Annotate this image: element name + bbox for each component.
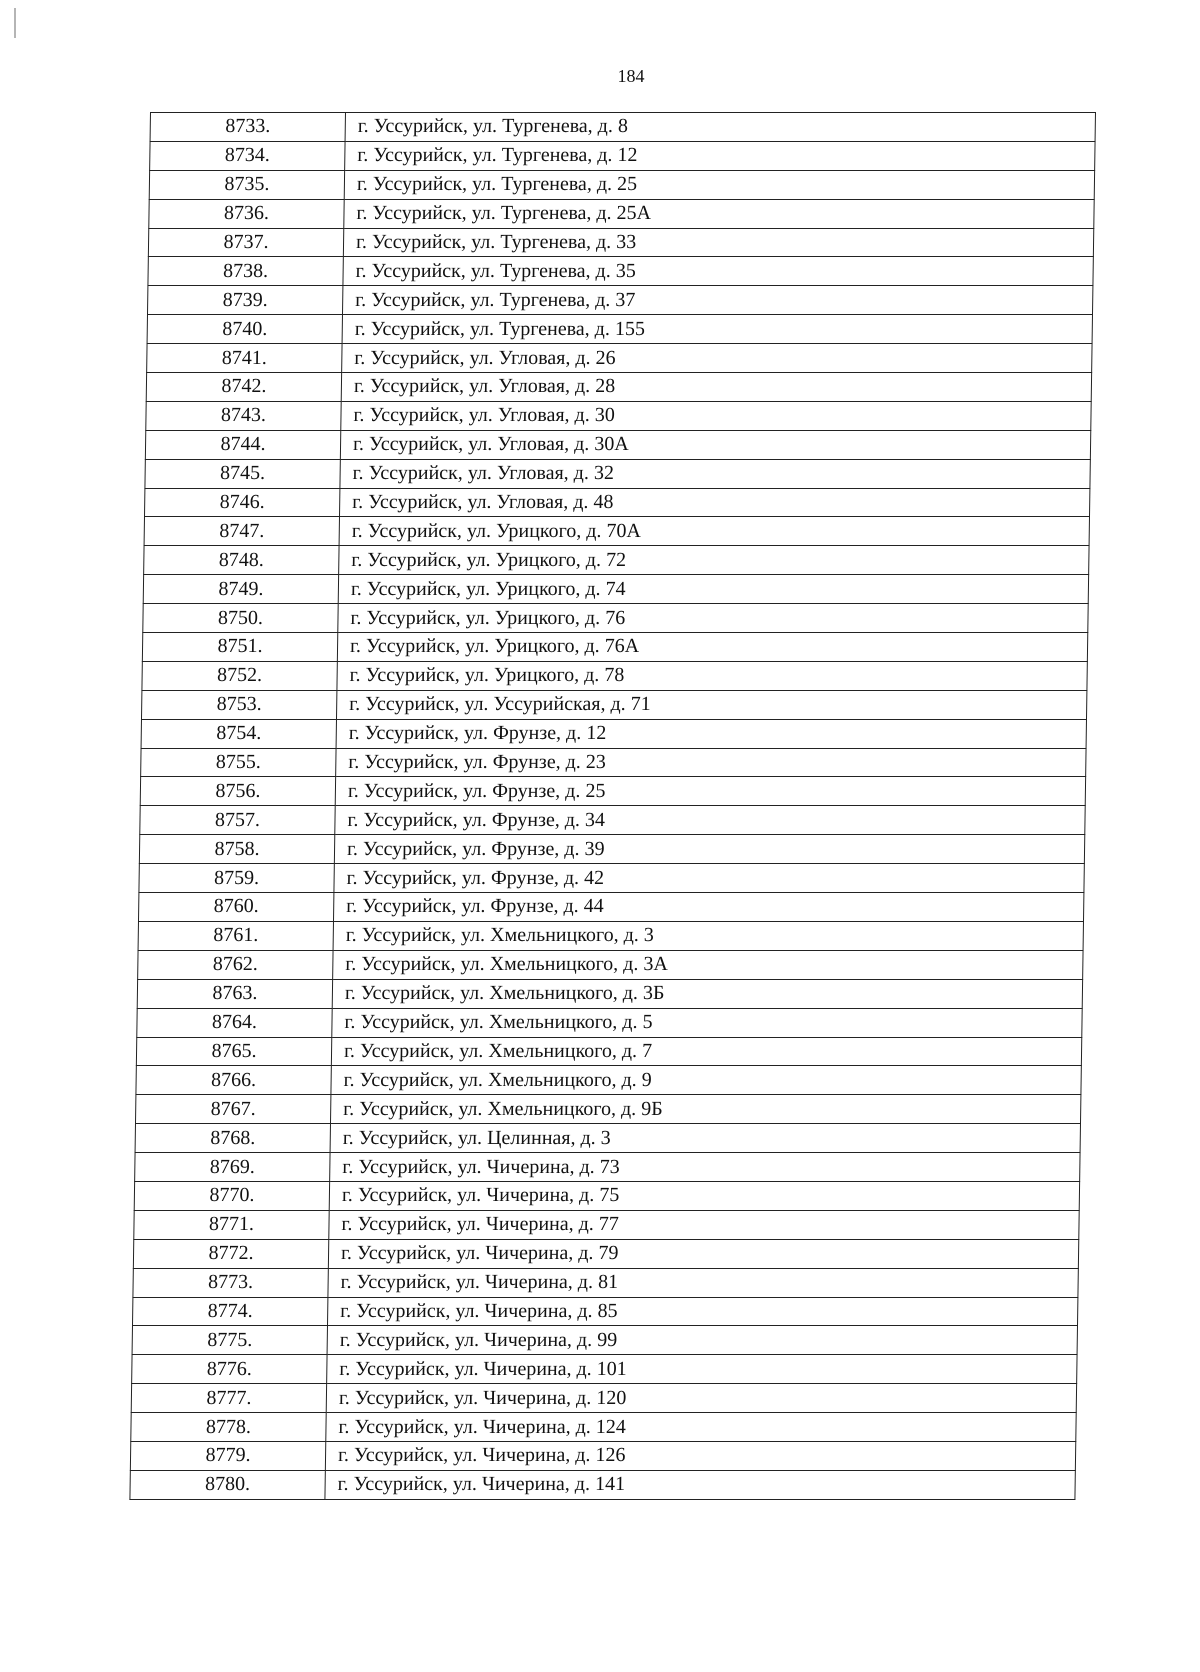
table-row: [142, 661, 1087, 690]
scan-edge-mark: [14, 8, 16, 38]
row-number: 8748.: [144, 546, 339, 575]
table-row: [141, 719, 1086, 748]
row-number: 8737.: [148, 228, 343, 257]
table-row: [141, 748, 1086, 777]
row-number: 8739.: [147, 286, 342, 315]
row-number: 8740.: [147, 315, 342, 344]
table-row: [145, 459, 1090, 488]
row-number: 8754.: [141, 719, 336, 748]
row-address: г. Уссурийск, ул. Угловая, д. 28: [341, 373, 1091, 402]
row-number: 8766.: [136, 1066, 331, 1095]
table-row: [143, 604, 1088, 633]
row-number: 8749.: [143, 575, 338, 604]
row-address: г. Уссурийск, ул. Чичерина, д. 81: [328, 1268, 1078, 1297]
row-number: 8735.: [149, 170, 344, 199]
row-number: 8761.: [138, 921, 333, 950]
row-number: 8765.: [136, 1037, 331, 1066]
row-address: г. Уссурийск, ул. Уссурийская, д. 71: [336, 690, 1086, 719]
table-row: [136, 1066, 1081, 1095]
row-address: г. Уссурийск, ул. Чичерина, д. 101: [327, 1355, 1077, 1384]
table-row: [140, 777, 1085, 806]
row-number: 8738.: [148, 257, 343, 286]
row-number: 8745.: [145, 459, 340, 488]
table-row: [138, 921, 1083, 950]
row-address: г. Уссурийск, ул. Фрунзе, д. 23: [336, 748, 1086, 777]
row-address: г. Уссурийск, ул. Хмельницкого, д. 7: [331, 1037, 1081, 1066]
table-row: [134, 1181, 1079, 1210]
row-number: 8751.: [142, 633, 337, 662]
table-row: [138, 893, 1083, 922]
table-row: [136, 1037, 1081, 1066]
row-address: г. Уссурийск, ул. Фрунзе, д. 44: [333, 893, 1083, 922]
row-number: 8753.: [141, 690, 336, 719]
row-number: 8779.: [130, 1441, 325, 1470]
row-number: 8762.: [138, 950, 333, 979]
row-address: г. Уссурийск, ул. Фрунзе, д. 12: [336, 719, 1086, 748]
row-number: 8772.: [133, 1239, 328, 1268]
table-row: [132, 1326, 1077, 1355]
row-number: 8770.: [134, 1181, 329, 1210]
table-row: [140, 806, 1085, 835]
row-number: 8752.: [142, 661, 337, 690]
row-number: 8743.: [146, 401, 341, 430]
row-address: г. Уссурийск, ул. Целинная, д. 3: [330, 1124, 1080, 1153]
row-address: г. Уссурийск, ул. Фрунзе, д. 39: [334, 835, 1084, 864]
row-number: 8742.: [146, 373, 341, 402]
row-address: г. Уссурийск, ул. Хмельницкого, д. 5: [332, 1008, 1082, 1037]
row-number: 8750.: [143, 604, 338, 633]
row-address: г. Уссурийск, ул. Урицкого, д. 70А: [339, 517, 1089, 546]
row-address: г. Уссурийск, ул. Тургенева, д. 12: [345, 141, 1095, 170]
row-address: г. Уссурийск, ул. Хмельницкого, д. 3А: [333, 950, 1083, 979]
row-address: г. Уссурийск, ул. Угловая, д. 48: [339, 488, 1089, 517]
table-row: [135, 1095, 1080, 1124]
address-table: [129, 112, 1096, 1500]
row-address: г. Уссурийск, ул. Урицкого, д. 74: [338, 575, 1088, 604]
row-address: г. Уссурийск, ул. Хмельницкого, д. 9: [331, 1066, 1081, 1095]
row-number: 8776.: [132, 1355, 327, 1384]
row-number: 8773.: [133, 1268, 328, 1297]
row-number: 8777.: [131, 1384, 326, 1413]
row-number: 8778.: [131, 1413, 326, 1442]
table-row: [150, 141, 1095, 170]
table-row: [132, 1297, 1077, 1326]
row-number: 8775.: [132, 1326, 327, 1355]
page-number: 184: [617, 66, 645, 86]
table-row: [130, 1470, 1075, 1499]
table-row: [148, 228, 1093, 257]
table-row: [135, 1153, 1080, 1182]
row-address: г. Уссурийск, ул. Чичерина, д. 141: [325, 1470, 1075, 1499]
row-address: г. Уссурийск, ул. Чичерина, д. 77: [329, 1210, 1079, 1239]
row-address: г. Уссурийск, ул. Тургенева, д. 35: [343, 257, 1093, 286]
row-number: 8756.: [140, 777, 335, 806]
row-address: г. Уссурийск, ул. Урицкого, д. 76: [338, 604, 1088, 633]
row-number: 8746.: [144, 488, 339, 517]
row-number: 8759.: [139, 864, 334, 893]
row-address: г. Уссурийск, ул. Хмельницкого, д. 3Б: [332, 979, 1082, 1008]
table-row: [139, 864, 1084, 893]
row-number: 8741.: [147, 344, 342, 373]
table-row: [144, 517, 1089, 546]
table-row: [148, 257, 1093, 286]
table-row: [145, 430, 1090, 459]
row-address: г. Уссурийск, ул. Тургенева, д. 155: [342, 315, 1092, 344]
table-row: [141, 690, 1086, 719]
row-number: 8755.: [141, 748, 336, 777]
table-row: [134, 1210, 1079, 1239]
table-row: [147, 315, 1092, 344]
row-number: 8747.: [144, 517, 339, 546]
table-row: [131, 1413, 1076, 1442]
row-address: г. Уссурийск, ул. Урицкого, д. 78: [337, 661, 1087, 690]
row-address: г. Уссурийск, ул. Чичерина, д. 79: [328, 1239, 1078, 1268]
row-address: г. Уссурийск, ул. Тургенева, д. 25А: [344, 199, 1094, 228]
row-number: 8733.: [150, 113, 345, 142]
row-number: 8757.: [140, 806, 335, 835]
table-row: [143, 575, 1088, 604]
table-row: [137, 979, 1082, 1008]
row-address: г. Уссурийск, ул. Чичерина, д. 85: [327, 1297, 1077, 1326]
row-address: г. Уссурийск, ул. Чичерина, д. 73: [330, 1153, 1080, 1182]
row-number: 8767.: [135, 1095, 330, 1124]
row-address: г. Уссурийск, ул. Чичерина, д. 124: [326, 1413, 1076, 1442]
row-number: 8760.: [138, 893, 333, 922]
row-number: 8774.: [132, 1297, 327, 1326]
table-row: [137, 1008, 1082, 1037]
row-address: г. Уссурийск, ул. Угловая, д. 30А: [340, 430, 1090, 459]
row-address: г. Уссурийск, ул. Урицкого, д. 76А: [337, 633, 1087, 662]
row-number: 8769.: [135, 1153, 330, 1182]
table-row: [132, 1355, 1077, 1384]
table-row: [150, 113, 1095, 142]
table-row: [147, 344, 1092, 373]
table-row: [146, 373, 1091, 402]
row-number: 8736.: [149, 199, 344, 228]
row-number: 8780.: [130, 1470, 325, 1499]
table-row: [144, 488, 1089, 517]
table-row: [130, 1441, 1075, 1470]
row-number: 8734.: [150, 141, 345, 170]
row-number: 8744.: [145, 430, 340, 459]
row-address: г. Уссурийск, ул. Чичерина, д. 99: [327, 1326, 1077, 1355]
row-address: г. Уссурийск, ул. Урицкого, д. 72: [339, 546, 1089, 575]
table-row: [133, 1239, 1078, 1268]
row-address: г. Уссурийск, ул. Фрунзе, д. 25: [335, 777, 1085, 806]
row-address: г. Уссурийск, ул. Фрунзе, д. 34: [335, 806, 1085, 835]
row-address: г. Уссурийск, ул. Тургенева, д. 37: [342, 286, 1092, 315]
table-row: [131, 1384, 1076, 1413]
table-row: [149, 170, 1094, 199]
row-address: г. Уссурийск, ул. Угловая, д. 32: [340, 459, 1090, 488]
row-address: г. Уссурийск, ул. Тургенева, д. 8: [345, 113, 1095, 142]
row-number: 8768.: [135, 1124, 330, 1153]
row-address: г. Уссурийск, ул. Чичерина, д. 75: [329, 1181, 1079, 1210]
row-address: г. Уссурийск, ул. Фрунзе, д. 42: [334, 864, 1084, 893]
row-address: г. Уссурийск, ул. Угловая, д. 26: [342, 344, 1092, 373]
row-address: г. Уссурийск, ул. Тургенева, д. 33: [343, 228, 1093, 257]
row-address: г. Уссурийск, ул. Хмельницкого, д. 3: [333, 921, 1083, 950]
table-row: [149, 199, 1094, 228]
row-address: г. Уссурийск, ул. Тургенева, д. 25: [344, 170, 1094, 199]
row-number: 8758.: [139, 835, 334, 864]
row-address: г. Уссурийск, ул. Угловая, д. 30: [341, 401, 1091, 430]
table-row: [139, 835, 1084, 864]
table-row: [133, 1268, 1078, 1297]
table-row: [142, 633, 1087, 662]
row-number: 8763.: [137, 979, 332, 1008]
table-row: [146, 401, 1091, 430]
row-number: 8764.: [137, 1008, 332, 1037]
row-address: г. Уссурийск, ул. Чичерина, д. 120: [326, 1384, 1076, 1413]
row-number: 8771.: [134, 1210, 329, 1239]
table-row: [138, 950, 1083, 979]
table-row: [144, 546, 1089, 575]
address-table-body: [130, 113, 1096, 1500]
row-address: г. Уссурийск, ул. Хмельницкого, д. 9Б: [330, 1095, 1080, 1124]
table-row: [135, 1124, 1080, 1153]
table-row: [147, 286, 1092, 315]
row-address: г. Уссурийск, ул. Чичерина, д. 126: [325, 1441, 1075, 1470]
